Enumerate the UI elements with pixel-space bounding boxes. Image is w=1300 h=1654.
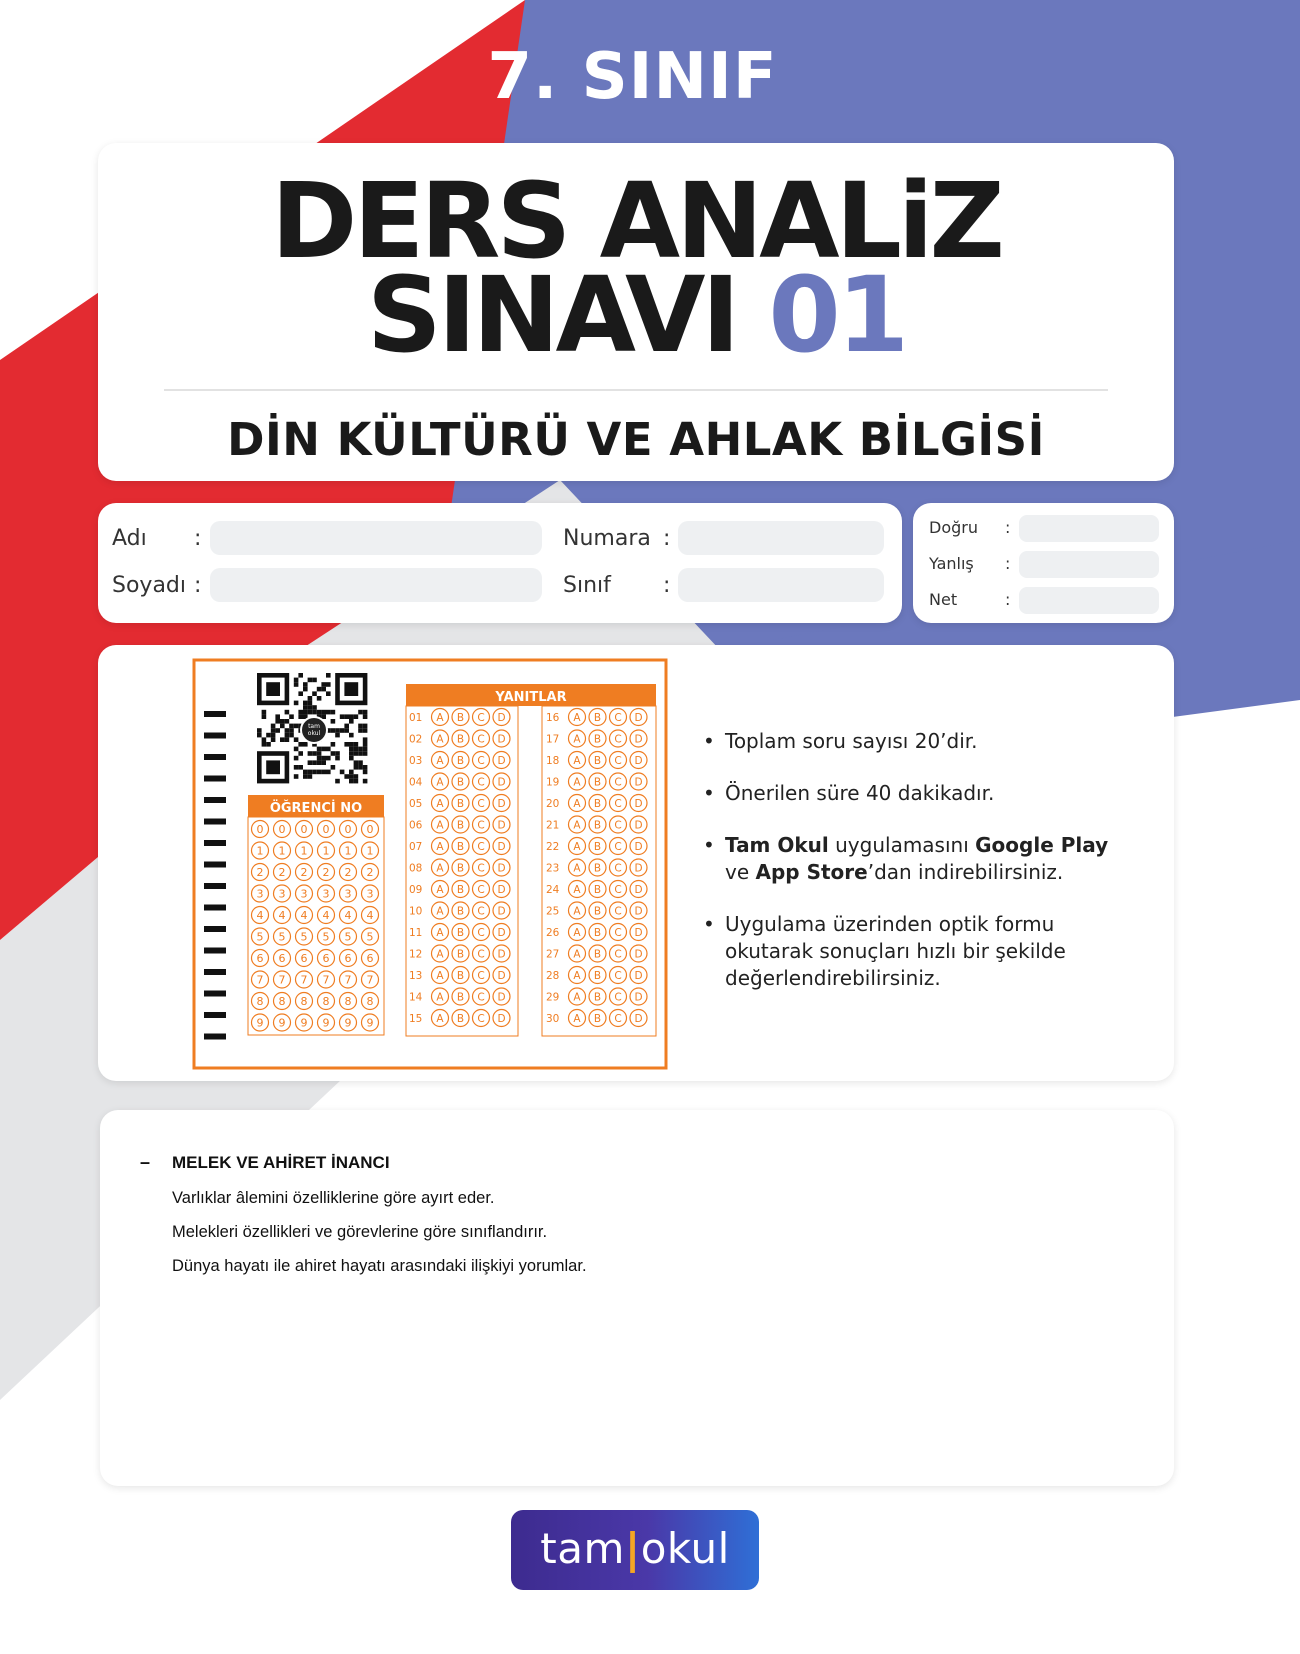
answer-option: A	[573, 905, 581, 918]
question-number: 17	[546, 733, 560, 746]
question-number: 08	[409, 862, 423, 875]
surname-colon: :	[194, 573, 202, 598]
answer-option: C	[614, 905, 622, 918]
student-no-header: ÖĞRENCİ NO	[269, 801, 363, 816]
answer-option: D	[634, 905, 643, 918]
unit-title: MELEK VE AHİRET İNANCI	[172, 1153, 390, 1172]
student-no-digit: 1	[300, 844, 308, 858]
answer-option: B	[456, 905, 465, 918]
timing-mark	[204, 754, 226, 760]
timing-mark	[204, 991, 226, 997]
answer-option: C	[614, 841, 622, 853]
answer-option: C	[614, 948, 622, 961]
answer-option: B	[593, 776, 602, 789]
answer-option: A	[436, 970, 444, 982]
title-line-2	[98, 254, 1174, 376]
answer-option: C	[614, 884, 622, 896]
answer-option: C	[614, 712, 622, 724]
student-no-digit: 7	[300, 973, 308, 987]
answer-option: D	[634, 991, 643, 1004]
question-number: 09	[409, 884, 423, 896]
title-card	[98, 143, 1174, 481]
answer-option: A	[436, 712, 444, 724]
name-field[interactable]	[210, 521, 542, 555]
timing-mark	[204, 948, 226, 954]
answer-option: A	[573, 927, 581, 939]
answer-option: B	[456, 991, 465, 1004]
student-no-digit: 6	[300, 952, 308, 965]
answer-option: A	[573, 948, 581, 961]
answer-option: A	[436, 819, 444, 832]
answer-option: C	[477, 927, 485, 939]
student-no-digit: 5	[300, 930, 308, 944]
answer-option: C	[614, 1013, 622, 1025]
title-sinavi: SINAVI	[366, 254, 737, 376]
answer-option: A	[573, 841, 581, 853]
answer-option: A	[573, 755, 581, 767]
student-no-digit: 1	[278, 844, 286, 858]
answer-option: B	[593, 970, 602, 982]
student-no-digit: 1	[322, 844, 330, 858]
answer-option: B	[456, 841, 465, 853]
answer-option: D	[634, 733, 643, 746]
answer-option: A	[436, 755, 444, 767]
student-no-digit: 3	[278, 887, 286, 901]
number-label: Numara	[563, 526, 651, 551]
wrong-label: Yanlış	[929, 554, 974, 573]
question-number: 04	[409, 776, 423, 789]
outcomes-card	[100, 1110, 1174, 1486]
question-number: 19	[546, 776, 560, 789]
student-no-digit: 6	[322, 952, 330, 965]
student-no-digit: 3	[366, 887, 374, 901]
student-no-digit: 7	[366, 973, 374, 987]
student-no-digit: 9	[366, 1016, 374, 1030]
answer-option: B	[456, 927, 465, 939]
timing-mark	[204, 883, 226, 889]
question-number: 23	[546, 862, 560, 875]
answer-option: D	[497, 905, 506, 918]
number-field[interactable]	[678, 521, 884, 555]
student-no-digit: 8	[366, 995, 374, 1008]
answers-header: YANITLAR	[495, 690, 567, 705]
answer-option: D	[497, 884, 506, 896]
answer-option: B	[593, 927, 602, 939]
logo-part-tam: tam	[540, 1524, 625, 1573]
answer-option: C	[477, 798, 485, 810]
timing-mark	[204, 733, 226, 739]
answer-option: B	[456, 819, 465, 832]
answer-option: C	[614, 733, 622, 746]
answer-option: C	[614, 819, 622, 832]
answer-option: D	[497, 862, 506, 875]
student-no-digit: 2	[278, 866, 286, 879]
answer-option: A	[436, 733, 444, 746]
class-colon: :	[663, 573, 671, 598]
question-number: 03	[409, 755, 423, 767]
student-no-digit: 2	[322, 866, 330, 879]
answer-option: C	[477, 970, 485, 982]
timing-mark	[204, 1012, 226, 1018]
student-no-digit: 3	[322, 887, 330, 901]
instruction-scan: • Uygulama üzerinden optik formu okutarak sonuçları hızlı bir şekilde değerlendirebilirsiniz.	[703, 911, 1123, 992]
answer-option: D	[634, 819, 643, 832]
answer-option: A	[436, 905, 444, 918]
logo-part-okul: okul	[640, 1524, 730, 1573]
timing-mark	[204, 819, 226, 825]
answer-option: D	[497, 991, 506, 1004]
answer-option: B	[456, 862, 465, 875]
app-end-text: ’dan indirebilirsiniz.	[867, 860, 1064, 884]
student-no-digit: 9	[322, 1016, 330, 1030]
answer-option: B	[593, 905, 602, 918]
question-number: 14	[409, 991, 423, 1004]
answer-option: D	[634, 755, 643, 767]
student-no-digit: 7	[278, 973, 286, 987]
question-number: 30	[546, 1013, 560, 1025]
answer-option: C	[614, 862, 622, 875]
instruction-duration: • Önerilen süre 40 dakikadır.	[703, 780, 1123, 807]
student-no-digit: 5	[322, 930, 330, 944]
answer-option: C	[614, 970, 622, 982]
answer-option: B	[593, 755, 602, 767]
student-no-digit: 0	[278, 823, 286, 836]
title-line-1: DERS ANALiZ	[271, 160, 1001, 282]
student-no-digit: 3	[344, 887, 352, 901]
student-no-digit: 6	[278, 952, 286, 965]
answer-option: B	[593, 948, 602, 961]
student-no-digit: 8	[344, 995, 352, 1008]
student-no-digit: 4	[278, 909, 286, 922]
question-number: 24	[546, 884, 560, 896]
student-info-card	[98, 503, 902, 623]
question-number: 01	[409, 712, 423, 724]
timing-mark	[204, 905, 226, 911]
answer-option: D	[497, 712, 506, 724]
student-no-digit: 0	[256, 823, 264, 836]
answer-option: C	[614, 927, 622, 939]
exam-number: 01	[768, 254, 906, 376]
answer-option: A	[436, 948, 444, 961]
app-name: Tam Okul	[725, 833, 829, 857]
answer-option: A	[573, 1013, 581, 1025]
number-colon: :	[663, 526, 671, 551]
answer-option: D	[497, 927, 506, 939]
answer-option: C	[614, 776, 622, 789]
answer-option: D	[497, 970, 506, 982]
timing-mark	[204, 969, 226, 975]
store-apple: App Store	[755, 860, 868, 884]
student-no-digit: 8	[300, 995, 308, 1008]
student-no-digit: 7	[322, 973, 330, 987]
question-number: 11	[409, 927, 423, 939]
answer-option: D	[497, 948, 506, 961]
class-label: Sınıf	[563, 573, 611, 598]
student-no-digit: 8	[322, 995, 330, 1008]
student-no-digit: 7	[256, 973, 264, 987]
student-no-digit: 2	[366, 866, 374, 879]
answer-option: A	[573, 862, 581, 875]
instruction-app	[703, 832, 1123, 886]
student-no-digit: 0	[366, 823, 374, 836]
answer-option: D	[497, 776, 506, 789]
timing-mark	[204, 862, 226, 868]
answer-option: D	[634, 927, 643, 939]
answer-option: B	[456, 755, 465, 767]
question-number: 29	[546, 991, 560, 1004]
answer-option: A	[436, 991, 444, 1004]
student-no-digit: 4	[366, 909, 374, 922]
timing-mark	[204, 711, 226, 717]
student-no-digit: 9	[278, 1016, 286, 1030]
answer-option: B	[456, 712, 465, 724]
answer-option: B	[456, 1013, 465, 1025]
answer-option: D	[497, 819, 506, 832]
net-colon: :	[1005, 590, 1011, 609]
answer-option: A	[573, 819, 581, 832]
grade-label: 7. SINIF	[487, 40, 778, 114]
answer-option: D	[634, 776, 643, 789]
question-number: 13	[409, 970, 423, 982]
answer-option: D	[497, 1013, 506, 1025]
wrong-colon: :	[1005, 554, 1011, 573]
answer-option: D	[634, 948, 643, 961]
answer-option: D	[634, 841, 643, 853]
student-no-digit: 4	[344, 909, 352, 922]
title-divider	[164, 389, 1108, 391]
student-no-digit: 5	[278, 930, 286, 944]
app-and-text: ve	[725, 860, 750, 884]
student-no-digit: 5	[256, 930, 264, 944]
question-number: 06	[409, 819, 423, 832]
class-field[interactable]	[678, 568, 884, 602]
answer-option: C	[477, 884, 485, 896]
question-number: 05	[409, 798, 423, 810]
question-number: 22	[546, 841, 560, 853]
answer-option: C	[477, 712, 485, 724]
answer-option: B	[593, 884, 602, 896]
logo-text	[511, 1524, 759, 1573]
instructions	[703, 728, 1123, 1017]
answer-option: A	[436, 776, 444, 789]
net-label: Net	[929, 590, 958, 609]
answer-option: C	[477, 755, 485, 767]
answer-option: B	[456, 884, 465, 896]
outcome-item: Melekleri özellikleri ve görevlerine göre sınıflandırır.	[172, 1223, 548, 1241]
timing-mark	[204, 840, 226, 846]
answer-option: D	[497, 733, 506, 746]
student-no-digit: 9	[300, 1016, 308, 1030]
store-google: Google Play	[975, 833, 1109, 857]
answer-option: C	[477, 905, 485, 918]
outcome-item: Dünya hayatı ile ahiret hayatı arasındaki ilişkiyi yorumlar.	[172, 1257, 587, 1275]
answer-option: C	[477, 733, 485, 746]
answer-option: D	[497, 798, 506, 810]
answer-option: C	[614, 798, 622, 810]
student-no-digit: 4	[322, 909, 330, 922]
app-mid-text: uygulamasını	[835, 833, 969, 857]
outcome-item: Varlıklar âlemini özelliklerine göre ayırt eder.	[172, 1189, 495, 1207]
answer-option: C	[477, 841, 485, 853]
correct-field[interactable]	[1019, 515, 1159, 542]
timing-mark	[204, 776, 226, 782]
answer-option: B	[593, 733, 602, 746]
wrong-field[interactable]	[1019, 551, 1159, 578]
student-no-digit: 0	[344, 823, 352, 836]
answer-option: B	[593, 712, 602, 724]
answer-option: B	[456, 733, 465, 746]
answer-option: A	[436, 798, 444, 810]
answer-option: D	[497, 755, 506, 767]
student-no-digit: 5	[366, 930, 374, 944]
answer-option: B	[456, 776, 465, 789]
answer-option: C	[477, 948, 485, 961]
correct-label: Doğru	[929, 518, 978, 537]
student-no-digit: 9	[256, 1016, 264, 1030]
net-field[interactable]	[1019, 587, 1159, 614]
answer-option: B	[593, 862, 602, 875]
student-no-digit: 1	[366, 844, 374, 858]
student-no-digit: 2	[256, 866, 264, 879]
answer-option: A	[573, 991, 581, 1004]
surname-field[interactable]	[210, 568, 542, 602]
question-number: 26	[546, 927, 560, 939]
student-no-digit: 8	[256, 995, 264, 1008]
student-no-digit: 2	[300, 866, 308, 879]
answer-option: A	[436, 884, 444, 896]
timing-mark	[204, 926, 226, 932]
logo-separator: |	[624, 1524, 641, 1573]
answer-option: B	[456, 948, 465, 961]
optic-form	[192, 658, 668, 1070]
student-no-digit: 9	[344, 1016, 352, 1030]
question-number: 21	[546, 819, 560, 832]
answer-option: B	[593, 819, 602, 832]
answer-option: D	[634, 712, 643, 724]
answer-option: B	[456, 798, 465, 810]
student-no-digit: 5	[344, 930, 352, 944]
surname-label: Soyadı	[112, 573, 187, 598]
answer-option: A	[573, 712, 581, 724]
answer-option: B	[593, 991, 602, 1004]
student-no-digit: 2	[344, 866, 352, 879]
answer-option: B	[593, 798, 602, 810]
answer-option: D	[634, 970, 643, 982]
answer-option: A	[573, 733, 581, 746]
subject-title: DİN KÜLTÜRÜ VE AHLAK BİLGİSİ	[227, 413, 1045, 466]
answer-option: C	[477, 776, 485, 789]
student-no-digit: 1	[344, 844, 352, 858]
student-no-digit: 3	[300, 887, 308, 901]
answer-option: D	[497, 841, 506, 853]
correct-colon: :	[1005, 518, 1011, 537]
student-no-digit: 1	[256, 844, 264, 858]
timing-mark	[204, 797, 226, 803]
question-number: 25	[546, 905, 560, 918]
answer-option: C	[477, 991, 485, 1004]
question-number: 02	[409, 733, 423, 746]
answer-option: A	[573, 798, 581, 810]
instruction-question-count: • Toplam soru sayısı 20’dir.	[703, 728, 1123, 755]
answer-option: D	[634, 884, 643, 896]
question-number: 16	[546, 712, 560, 724]
answer-option: D	[634, 1013, 643, 1025]
name-colon: :	[194, 526, 202, 551]
student-no-digit: 6	[344, 952, 352, 965]
qr-center-text: tam okul	[307, 723, 321, 737]
answer-option: A	[436, 862, 444, 875]
question-number: 28	[546, 970, 560, 982]
answer-option: C	[477, 819, 485, 832]
question-number: 12	[409, 948, 423, 961]
answer-option: B	[456, 970, 465, 982]
answer-option: A	[573, 970, 581, 982]
answer-option: C	[477, 862, 485, 875]
question-number: 07	[409, 841, 423, 853]
answer-option: C	[614, 991, 622, 1004]
answer-option: B	[593, 1013, 602, 1025]
answer-option: C	[477, 1013, 485, 1025]
question-number: 27	[546, 948, 560, 961]
question-number: 18	[546, 755, 560, 767]
answer-option: A	[573, 884, 581, 896]
student-no-digit: 0	[300, 823, 308, 836]
answer-option: A	[436, 841, 444, 853]
score-card	[913, 503, 1174, 623]
name-label: Adı	[112, 526, 147, 551]
answer-option: A	[436, 927, 444, 939]
answer-option: C	[614, 755, 622, 767]
student-no-digit: 4	[256, 909, 264, 922]
student-no-digit: 0	[322, 823, 330, 836]
student-no-digit: 6	[366, 952, 374, 965]
tamokul-logo	[511, 1510, 759, 1590]
student-no-digit: 3	[256, 887, 264, 901]
student-no-digit: 8	[278, 995, 286, 1008]
student-no-digit: 4	[300, 909, 308, 922]
answer-option: D	[634, 862, 643, 875]
answer-option: D	[634, 798, 643, 810]
timing-mark	[204, 1034, 226, 1040]
unit-dash: –	[140, 1152, 151, 1172]
answer-option: A	[436, 1013, 444, 1025]
question-number: 20	[546, 798, 560, 810]
question-number: 15	[409, 1013, 423, 1025]
question-number: 10	[409, 905, 423, 918]
answer-option: B	[593, 841, 602, 853]
student-no-digit: 7	[344, 973, 352, 987]
answer-option: A	[573, 776, 581, 789]
student-no-digit: 6	[256, 952, 264, 965]
